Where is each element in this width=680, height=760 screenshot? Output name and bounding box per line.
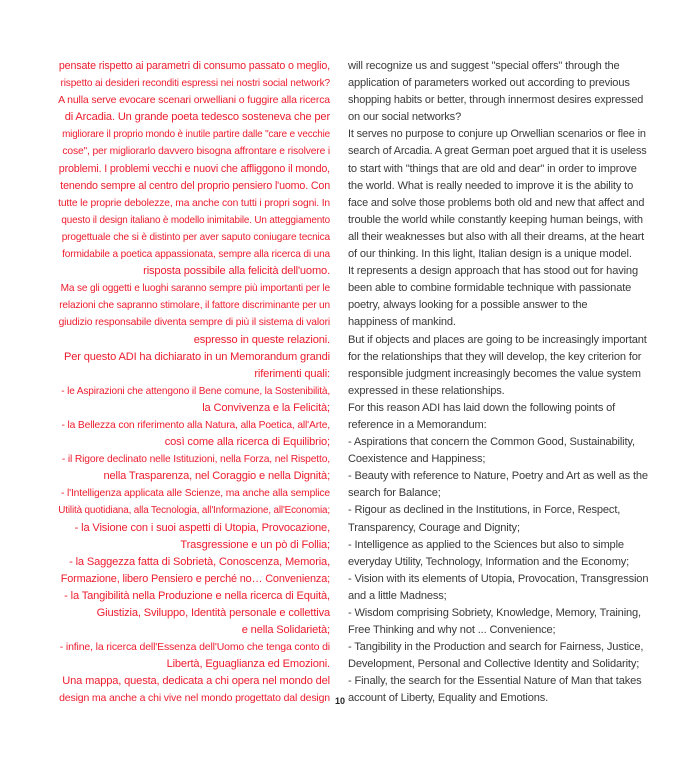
english-text-line: It represents a design approach that has stood out for having <box>348 265 638 278</box>
italian-text-line: nella Trasparenza, nel Coraggio e nella Dignità; <box>103 470 330 483</box>
english-text-line: for the relationships that they will develop, the key criterion for <box>348 350 642 363</box>
english-text-line: - Intelligence as applied to the Sciences but also to simple <box>348 538 624 551</box>
italian-text-line: problemi. I problemi vecchi e nuovi che affliggono il mondo, <box>58 162 330 175</box>
italian-text-line: tutte le proprie debolezze, ma anche con tutti i propri sogni. In <box>58 197 330 209</box>
italian-text-line: pensate rispetto ai parametri di consumo passato o meglio, <box>58 60 330 72</box>
italian-text-line: - il Rigore declinato nelle Istituzioni, nella Forza, nel Rispetto, <box>61 454 330 466</box>
italian-text-line: così come alla ricerca di Equilibrio; <box>164 436 330 449</box>
english-text-line: expressed in these relationships. <box>348 384 505 397</box>
english-text-line: - Vision with its elements of Utopia, Provocation, Transgression <box>348 572 649 585</box>
italian-text-line: la Convivenza e la Felicità; <box>202 401 330 414</box>
italian-text-line: giudizio responsabile diventa sempre di più il sistema di valori <box>58 317 330 329</box>
english-text-line: trouble the world while constantly keeping human beings, with <box>348 213 643 226</box>
italian-text-line: cose", per migliorarlo davvero bisogna affrontare e risolvere i <box>62 146 330 158</box>
english-text-line: and a little Madness; <box>348 589 447 602</box>
english-text-line: search of Arcadia. A great German poet argued that it is useless <box>348 145 647 158</box>
english-text-line: will recognize us and suggest "special offers" through the <box>348 60 620 72</box>
english-text-line: shopping habits or better, through innermost desires expressed <box>348 94 644 107</box>
english-text-line: application of parameters worked out according to previous <box>348 77 630 90</box>
italian-text-line: - la Visione con i suoi aspetti di Utopia, Provocazione, <box>74 521 330 534</box>
english-text-line: But if objects and places are going to be increasingly important <box>348 333 647 346</box>
english-text-line: to start with "things that are old and dear" in order to improve <box>348 162 637 175</box>
english-text-line: Transparency, Courage and Dignity; <box>348 521 520 534</box>
english-text-line: face and solve those problems both old and new that affect and <box>348 196 645 209</box>
english-text-line: everyday Utility, Technology, Information and the Economy; <box>348 555 630 568</box>
italian-text-line: Ma se gli oggetti e luoghi saranno sempre più importanti per le <box>60 283 330 295</box>
italian-text-line: - la Tangibilità nella Produzione e nella ricerca di Equità, <box>64 589 330 602</box>
italian-text-line: - infine, la ricerca dell'Essenza dell'Uomo che tenga conto di <box>59 641 330 654</box>
italian-text-line: Formazione, libero Pensiero e perché no… Convenienza; <box>60 572 330 585</box>
english-text-line: For this reason ADI has laid down the following points of <box>348 401 616 414</box>
english-text-line: - Aspirations that concern the Common Good, Sustainability, <box>348 436 635 449</box>
english-text-line: of our thinking. In this light, Italian design is a unique model. <box>348 248 632 261</box>
italian-text-column <box>58 58 330 708</box>
english-text-line: It serves no purpose to conjure up Orwellian scenarios or flee in <box>348 128 646 141</box>
italian-text-line: Utilità quotidiana, alla Tecnologia, all'Informazione, all'Economia; <box>58 505 330 517</box>
italian-text-line: Per questo ADI ha dichiarato in un Memorandum grandi <box>63 350 330 363</box>
italian-text-line: Una mappa, questa, dedicata a chi opera nel mondo del <box>62 675 330 688</box>
italian-text-line: design ma anche a chi vive nel mondo progettato dal design <box>59 692 330 705</box>
italian-text-line: risposta possibile alla felicità dell'uomo. <box>143 265 330 278</box>
english-text-line: responsible judgment increasingly becomes the value system <box>348 367 641 380</box>
italian-text-line: di Arcadia. Un grande poeta tedesco sosteneva che per <box>64 111 330 124</box>
italian-text-line: - l'Intelligenza applicata alle Scienze, ma anche alla semplice <box>61 488 330 500</box>
italian-text-line: - le Aspirazioni che attengono il Bene comune, la Sostenibilità, <box>61 385 330 397</box>
italian-text-line: riferimenti quali: <box>254 367 330 380</box>
italian-text-line: - la Saggezza fatta di Sobrietà, Conoscenza, Memoria, <box>69 555 330 568</box>
english-text-line: on our social networks? <box>348 111 462 124</box>
italian-text-line: rispetto ai desideri reconditi espressi nei nostri social network? <box>60 78 330 90</box>
english-text-line: - Tangibility in the Production and search for Fairness, Justice, <box>348 641 644 654</box>
english-text-line: poetry, always looking for a possible answer to the <box>348 299 588 312</box>
italian-text-line: A nulla serve evocare scenari orwelliani o fuggire alla ricerca <box>58 94 330 107</box>
italian-text-line: e nella Solidarietà; <box>241 624 330 637</box>
italian-text-line: espresso in queste relazioni. <box>193 333 330 346</box>
english-text-line: Coexistence and Happiness; <box>348 453 486 466</box>
italian-text-line: questo il design italiano è modello inimitabile. Un atteggiamento <box>61 214 330 226</box>
english-text-line: - Beauty with reference to Nature, Poetry and Art as well as the <box>348 470 648 483</box>
english-text-line: happiness of mankind. <box>348 316 456 329</box>
italian-text-line: Giustizia, Sviluppo, Identità personale e collettiva <box>96 607 330 619</box>
english-text-line: Free Thinking and why not ... Convenience; <box>348 624 556 637</box>
italian-text-line: - la Bellezza con riferimento alla Natura, alla Poetica, all'Arte, <box>61 419 330 431</box>
page-number: 10 <box>334 696 345 706</box>
italian-text-line: progettuale che si è distinto per aver saputo coniugare tecnica <box>61 231 330 243</box>
english-text-line: - Finally, the search for the Essential Nature of Man that takes <box>348 675 642 688</box>
italian-text-line: formidabile a poetica appassionata, sempre alla ricerca di una <box>62 249 330 261</box>
italian-text-line: Libertà, Eguaglianza ed Emozioni. <box>166 658 330 671</box>
english-text-line: reference in a Memorandum: <box>348 418 487 431</box>
english-text-line: account of Liberty, Equality and Emotions. <box>348 692 549 705</box>
italian-text-line: relazioni che sapranno stimolare, il fattore discriminante per un <box>59 300 330 312</box>
italian-text-line: Trasgressione e un pò di Follia; <box>180 538 330 551</box>
english-text-column <box>348 58 648 708</box>
italian-text-line: tenendo sempre al centro del proprio pensiero l'uomo. Con <box>60 179 330 192</box>
english-text-line: - Rigour as declined in the Institutions, in Force, Respect, <box>348 504 621 517</box>
english-text-line: all their weaknesses but also with all their dreams, at the heart <box>348 230 645 243</box>
english-text-line: - Wisdom comprising Sobriety, Knowledge, Memory, Training, <box>348 607 641 619</box>
english-text-line: been able to combine formidable technique with passionate <box>348 282 632 295</box>
english-text-line: the world. What is really needed to improve it is the ability to <box>348 179 634 192</box>
english-text-line: Development, Personal and Collective Identity and Solidarity; <box>348 658 640 671</box>
english-text-line: search for Balance; <box>348 487 441 500</box>
italian-text-line: migliorare il proprio mondo è inutile partire dalle "care e vecchie <box>62 129 330 141</box>
